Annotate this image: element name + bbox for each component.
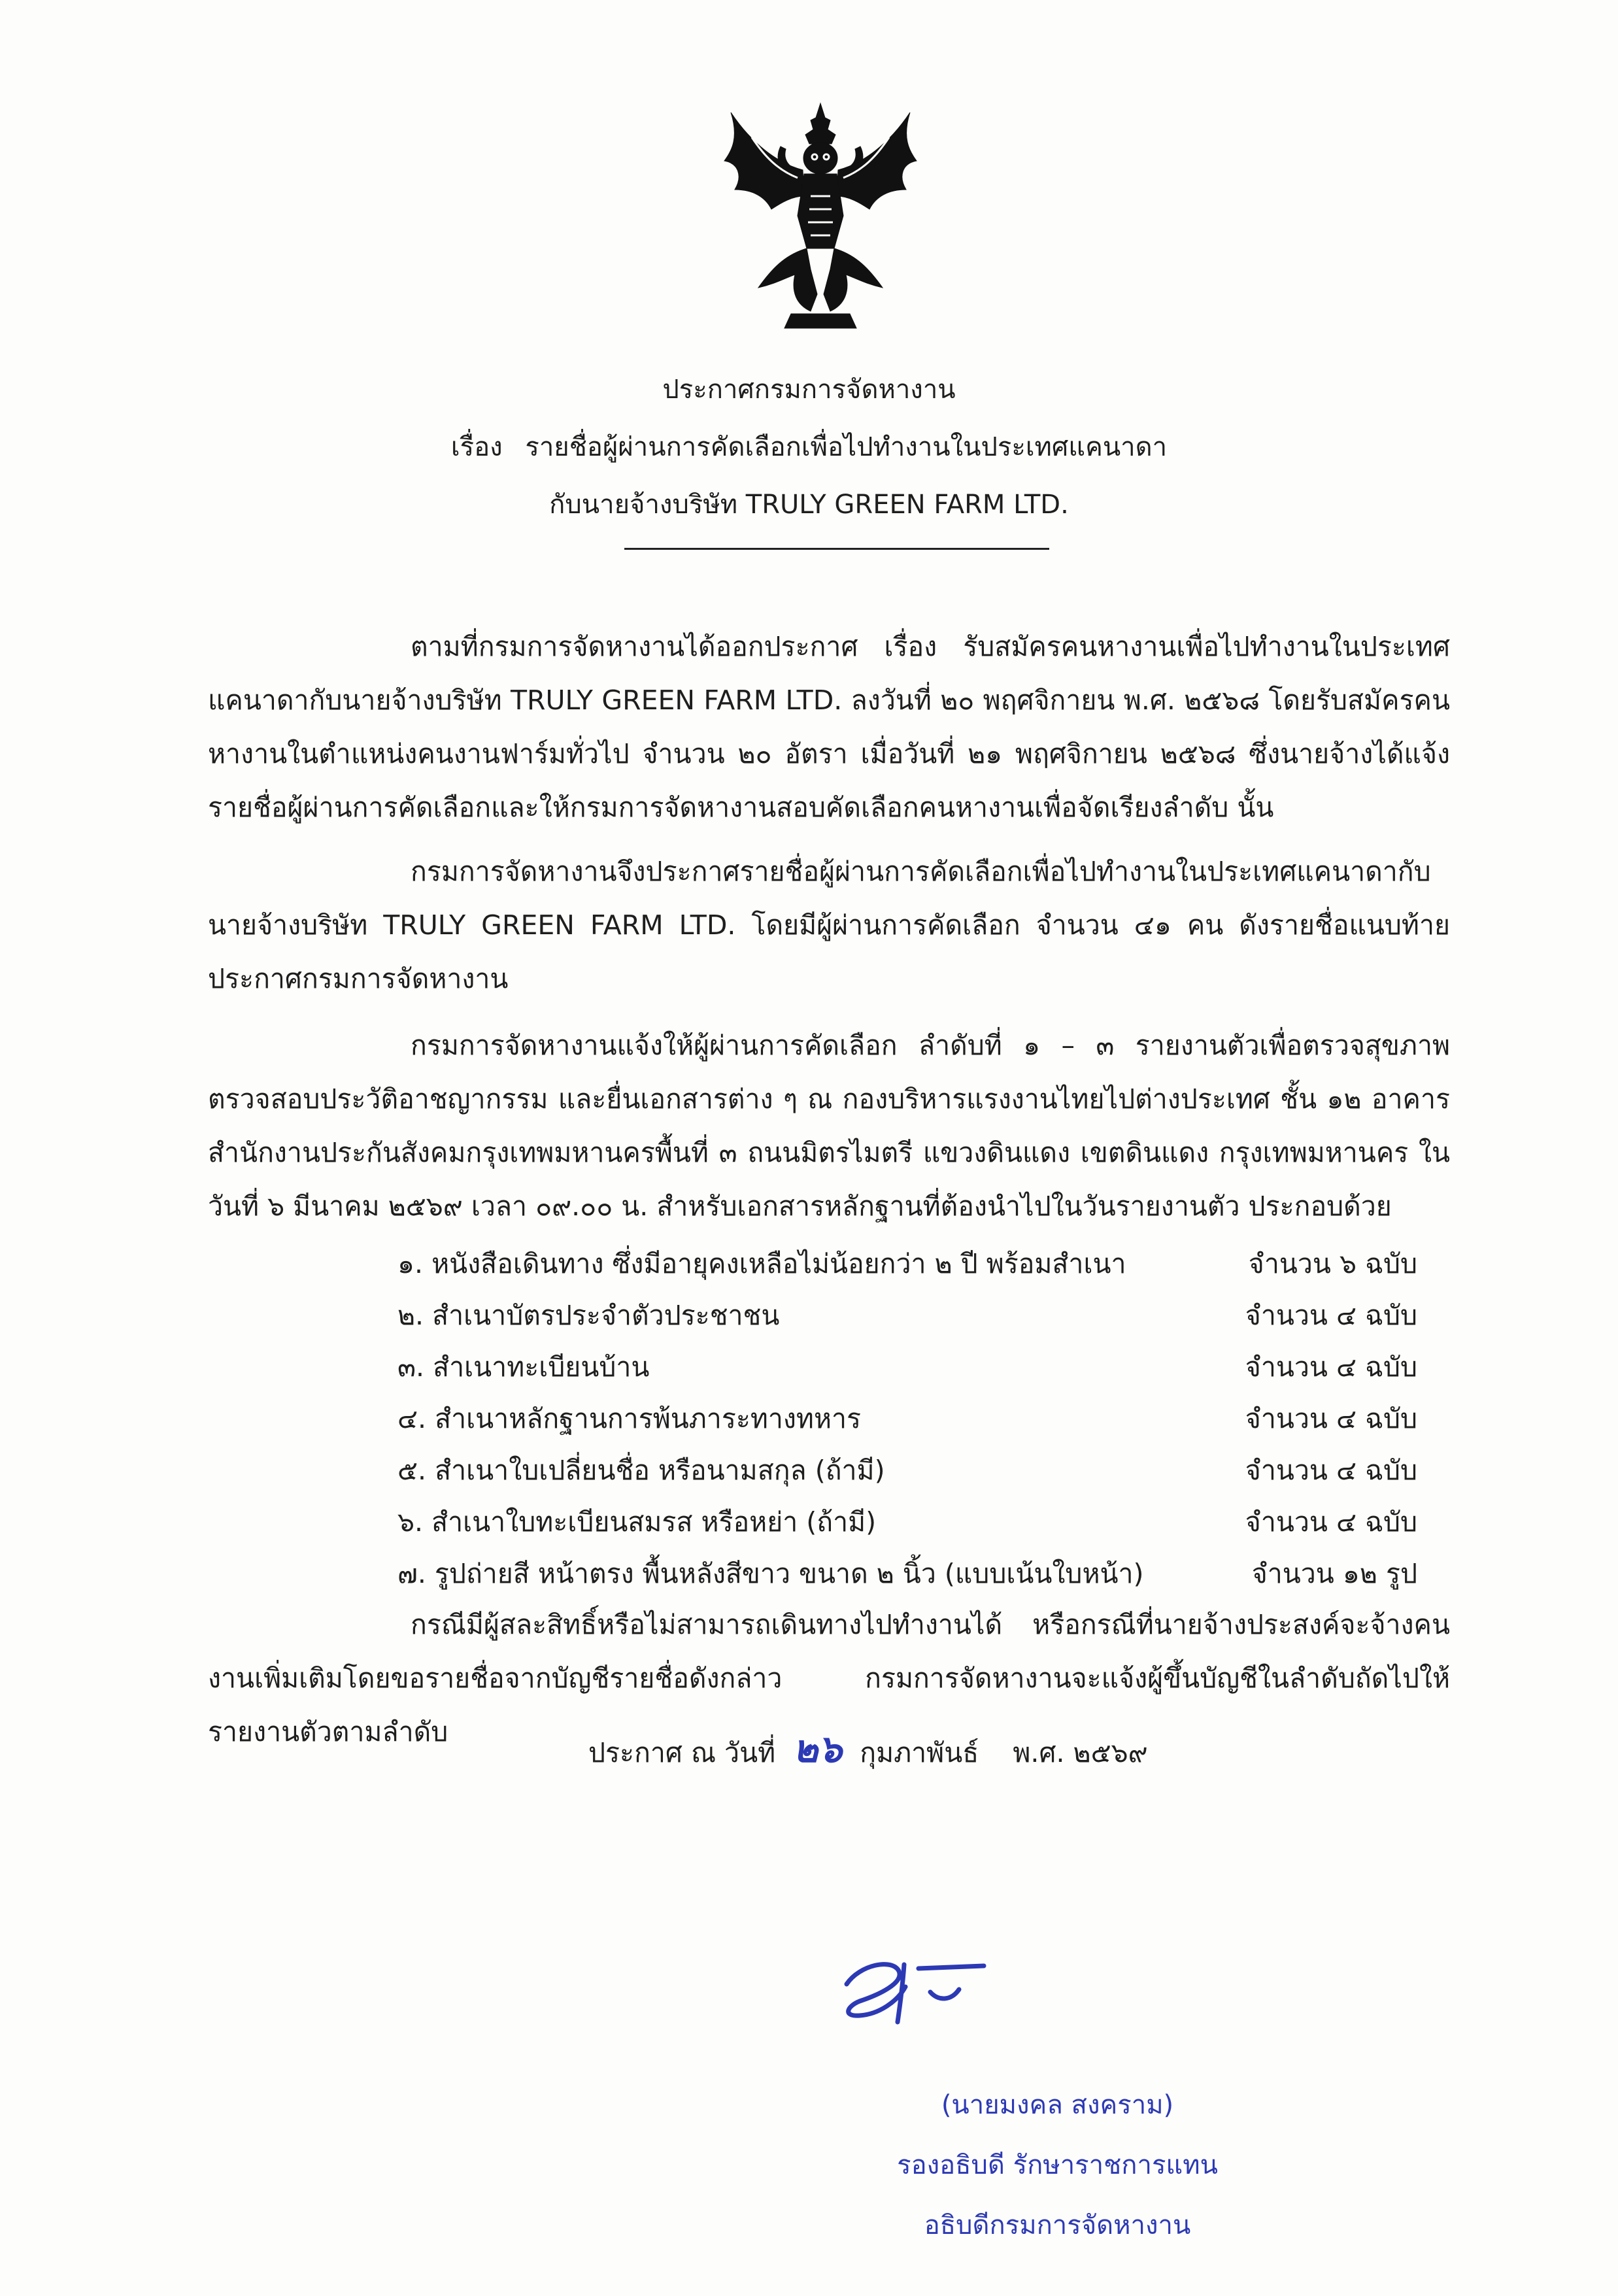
document-name: ๒. สำเนาบัตรประจำตัวประชาชน — [397, 1300, 780, 1331]
list-item — [397, 1393, 1417, 1445]
signer-organization: อธิบดีกรมการจัดหางาน — [924, 2210, 1191, 2240]
paragraph-2: กรมการจัดหางานจึงประกาศรายชื่อผู้ผ่านการคัดเลือกเพื่อไปทำงานในประเทศแคนาดากับนายจ้างบริษัท TRULY GREEN FARM LTD. โดยมีผู้ผ่านการคัดเลือก จำนวน ๔๑ คน ดังรายชื่อแนบท้ายประกาศกรมการจัดหางาน — [208, 856, 1450, 994]
document-quantity: จำนวน ๔ ฉบับ — [1245, 1300, 1417, 1331]
list-item — [397, 1342, 1417, 1393]
garuda-emblem-icon — [713, 98, 928, 333]
paragraph-3: กรมการจัดหางานแจ้งให้ผู้ผ่านการคัดเลือก ลำดับที่ ๑ – ๓ รายงานตัวเพื่อตรวจสุขภาพ ตรวจสอบประวัติอาชญากรรม และยื่นเอกสารต่าง ๆ ณ กองบริหารแรงงานไทยไปต่างประเทศ ชั้น ๑๒ อาคารสำนักงานประกันสังคมกรุงเทพมหานครพื้นที่ ๓ ถนนมิตรไมตรี แขวงดินแดง เขตดินแดง กรุงเทพมหานคร ในวันที่ ๖ มีนาคม ๒๕๖๙ เวลา ๐๙.๐๐ น. สำหรับเอกสารหลักฐานที่ต้องนำไปในวันรายงานตัว ประกอบด้วย — [208, 1030, 1450, 1222]
signature-icon — [820, 1938, 1017, 2036]
document-quantity: จำนวน ๖ ฉบับ — [1248, 1248, 1417, 1279]
paragraph-1: ตามที่กรมการจัดหางานได้ออกประกาศ เรื่อง รับสมัครคนหางานเพื่อไปทำงานในประเทศแคนาดากับนายจ้างบริษัท TRULY GREEN FARM LTD. ลงวันที่ ๒๐ พฤศจิกายน พ.ศ. ๒๕๖๘ โดยรับสมัครคนหางานในตำแหน่งคนงานฟาร์มทั่วไป จำนวน ๒๐ อัตรา เมื่อวันที่ ๒๑ พฤศจิกายน ๒๕๖๘ ซึ่งนายจ้างได้แจ้งรายชื่อผู้ผ่านการคัดเลือกและให้กรมการจัดหางานสอบคัดเลือกคนหางานเพื่อจัดเรียงลำดับ นั้น — [208, 631, 1450, 823]
subject-label: เรื่อง — [450, 432, 503, 462]
document-name: ๗. รูปถ่ายสี หน้าตรง พื้นหลังสีขาว ขนาด ๒ นิ้ว (แบบเน้นใบหน้า) — [397, 1558, 1144, 1589]
list-item — [397, 1548, 1417, 1600]
signer-position: รองอธิบดี รักษาราชการแทน — [897, 2150, 1218, 2180]
document-quantity: จำนวน ๔ ฉบับ — [1245, 1403, 1417, 1434]
document-name: ๕. สำเนาใบเปลี่ยนชื่อ หรือนามสกุล (ถ้ามี) — [397, 1455, 885, 1486]
list-item — [397, 1290, 1417, 1342]
list-item — [397, 1238, 1417, 1290]
document-name: ๑. หนังสือเดินทาง ซึ่งมีอายุคงเหลือไม่น้อยกว่า ๒ ปี พร้อมสำเนา — [397, 1248, 1126, 1279]
announcement-month: กุมภาพันธ์ — [860, 1737, 979, 1768]
document-name: ๖. สำเนาใบทะเบียนสมรส หรือหย่า (ถ้ามี) — [397, 1506, 877, 1538]
list-item — [397, 1496, 1417, 1548]
document-name: ๓. สำเนาทะเบียนบ้าน — [397, 1351, 650, 1383]
announcement-date — [588, 1726, 1148, 1776]
subject-line-2: กับนายจ้างบริษัท TRULY GREEN FARM LTD. — [549, 490, 1069, 520]
required-documents-list — [397, 1238, 1417, 1600]
document-quantity: จำนวน ๔ ฉบับ — [1245, 1455, 1417, 1486]
announcement-year: พ.ศ. ๒๕๖๙ — [1013, 1737, 1148, 1768]
paragraph-4: กรณีมีผู้สละสิทธิ์หรือไม่สามารถเดินทางไปทำงานได้ หรือกรณีที่นายจ้างประสงค์จะจ้างคนงานเพิ่มเติมโดยขอรายชื่อจากบัญชีรายชื่อดังกล่าว กรมการจัดหางานจะแจ้งผู้ขึ้นบัญชีในลำดับถัดไปให้รายงานตัวตามลำดับ — [208, 1609, 1450, 1747]
document-quantity: จำนวน ๔ ฉบับ — [1245, 1351, 1417, 1383]
handwritten-day: ๒๖ — [793, 1727, 843, 1771]
subject-line — [0, 429, 1618, 465]
title-divider — [624, 548, 1049, 550]
subject-text: รายชื่อผู้ผ่านการคัดเลือกเพื่อไปทำงานในประเทศแคนาดา — [525, 432, 1168, 462]
document-quantity: จำนวน ๔ ฉบับ — [1245, 1506, 1417, 1538]
document-name: ๔. สำเนาหลักฐานการพ้นภาระทางทหาร — [397, 1403, 862, 1434]
page-title: ประกาศกรมการจัดหางาน — [662, 375, 956, 405]
signer-name: (นายมงคล สงคราม) — [941, 2090, 1174, 2120]
document-quantity: จำนวน ๑๒ รูป — [1251, 1558, 1417, 1589]
list-item — [397, 1445, 1417, 1496]
announcement-prefix: ประกาศ ณ วันที่ — [588, 1737, 776, 1768]
